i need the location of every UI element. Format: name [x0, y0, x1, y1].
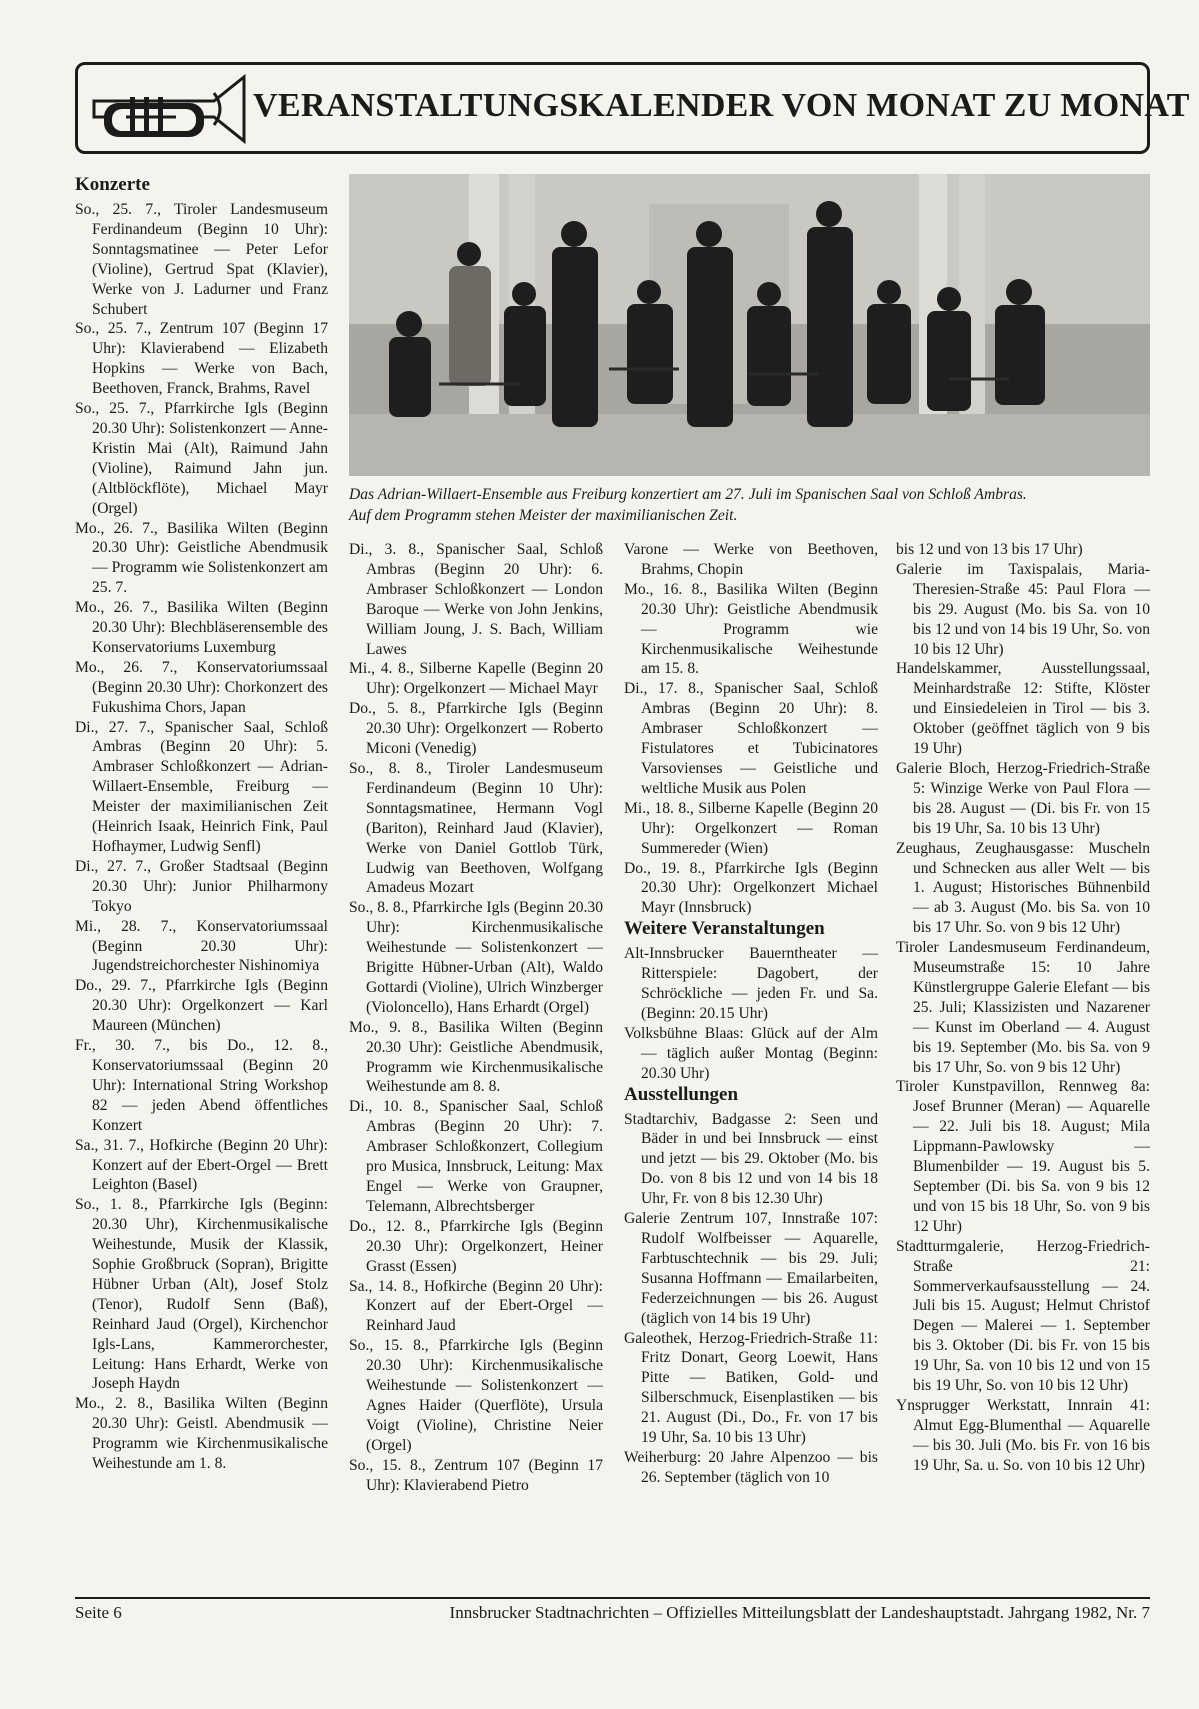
- event-entry: Mo., 26. 7., Basilika Wilten (Beginn 20.30 Uhr): Geistliche Abendmusik — Programm wie Solistenkonzert am 25. 7.: [75, 519, 328, 597]
- event-entry: Do., 5. 8., Pfarrkirche Igls (Beginn 20.30 Uhr): Orgelkonzert — Roberto Miconi (Venedig): [349, 700, 603, 758]
- event-entry: Mi., 4. 8., Silberne Kapelle (Beginn 20 Uhr): Orgelkonzert — Michael Mayr: [349, 660, 603, 698]
- footer-divider: [75, 1597, 1150, 1599]
- exhibition-entry: Zeughaus, Zeughausgasse: Muscheln und Schnecken aus aller Welt — bis 1. August; Historisches Bühnenbild — ab 3. August (Mo. bis Sa. von 10 bis 17 Uhr. So. von 9 bis 12 Uhr): [896, 839, 1150, 937]
- section-heading-konzerte: Konzerte: [75, 174, 150, 195]
- exhibition-entry: Galerie im Taxispalais, Maria-Theresien-Straße 45: Paul Flora — bis 29. August (Mo. bis Sa. von 10 bis 12 und von 14 bis 19 Uhr, So. von 10 bis 12 Uhr): [896, 560, 1150, 658]
- column-4: [896, 540, 1150, 1476]
- event-entry: So., 15. 8., Zentrum 107 (Beginn 17 Uhr): Klavierabend Pietro: [349, 1456, 603, 1494]
- column-3: [624, 540, 878, 1488]
- event-entry: Mo., 26. 7., Basilika Wilten (Beginn 20.30 Uhr): Blechbläserensemble des Konservatoriums Luxemburg: [75, 599, 328, 656]
- event-entry: Do., 19. 8., Pfarrkirche Igls (Beginn 20.30 Uhr): Orgelkonzert Michael Mayr (Innsbruck): [624, 859, 878, 917]
- masthead-title: VERANSTALTUNGSKALENDER VON MONAT ZU MONAT: [253, 87, 1190, 124]
- photo-caption: [349, 484, 1150, 526]
- event-entry: So., 25. 7., Pfarrkirche Igls (Beginn 20.30 Uhr): Solistenkonzert — Anne-Kristin Mai (Alt), Raimund Jahn (Violine), Raimund Jahn jun. (Altblöckflöte), Michael Mayr (Orgel): [75, 400, 328, 517]
- exhibition-entry: Stadtturmgalerie, Herzog-Friedrich-Straße 21: Sommerverkaufsausstellung — 24. Juli bis 15. August; Helmut Christof Degen — Malerei — 1. September bis 3. Oktober (Di. bis Fr. von 15 bis 19 Uhr, Sa. von 10 bis 12 und von 15 bis 19 Uhr, So. von 10 bis 12 Uhr): [896, 1237, 1150, 1395]
- event-entry: So., 15. 8., Pfarrkirche Igls (Beginn 20.30 Uhr): Kirchenmusikalische Weihestunde — Solistenkonzert — Agnes Haider (Querflöte), Ursula Voigt (Violine), Christine Neier (Orgel): [349, 1337, 603, 1454]
- column-2: [349, 540, 603, 1496]
- column-1: [75, 174, 328, 1474]
- event-entry: Mo., 26. 7., Konservatoriumssaal (Beginn 20.30 Uhr): Chorkonzert des Fukushima Chors, Japan: [75, 658, 328, 716]
- event-entry: Do., 12. 8., Pfarrkirche Igls (Beginn 20.30 Uhr): Orgelkonzert, Heiner Grasst (Essen): [349, 1217, 603, 1275]
- exhibition-entry: Tiroler Kunstpavillon, Rennweg 8a: Josef Brunner (Meran) — Aquarelle — 22. Juli bis 18. August; Mila Lippmann-Pawlowsky — Blumenbilder — 19. August bis 5. September (Di. bis Sa. von 9 bis 12 und von 15 bis 18 Uhr, So. von 9 bis 12 Uhr): [896, 1078, 1150, 1235]
- event-entry: Di., 27. 7., Großer Stadtsaal (Beginn 20.30 Uhr): Junior Philharmony Tokyo: [75, 857, 328, 915]
- event-entry: So., 8. 8., Tiroler Landesmuseum Ferdinandeum (Beginn 10 Uhr): Sonntagsmatinee, Hermann Vogl (Bariton), Reinhard Jaud (Klavier), Werke von Daniel Gottlob Türk, Ludwig van Beethoven, Wolfgang Amadeus Mozart: [349, 759, 603, 897]
- exhibition-entry: Galerie Bloch, Herzog-Friedrich-Straße 5: Winzige Werke von Paul Flora — bis 28. August — (Di. bis Fr. von 15 bis 19 Uhr, Sa. 10 bis 13 Uhr): [896, 759, 1150, 837]
- photo-caption-line-2: Auf dem Programm stehen Meister der maximilianischen Zeit.: [349, 507, 738, 524]
- event-entry: Di., 27. 7., Spanischer Saal, Schloß Ambras (Beginn 20 Uhr): 5. Ambraser Schloßkonzert — Adrian-Willaert-Ensemble, Freiburg — Meister der maximilianischen Zeit (Heinrich Isaak, Heinrich Fink, Paul Hofhaymer, Ludwig Senfl): [75, 718, 328, 855]
- event-entry: Mo., 9. 8., Basilika Wilten (Beginn 20.30 Uhr): Geistliche Abendmusik, Programm wie Kirchenmusikalische Weihestunde am 8. 8.: [349, 1018, 603, 1096]
- exhibition-entry: Galeothek, Herzog-Friedrich-Straße 11: Fritz Donart, Georg Loewit, Hans Pitte — Batiken, Gold- und Silberschmuck, Eisenplastiken — bis 21. August (Di., Do., Fr. von 17 bis 19 Uhr, Sa. 10 bis 13 Uhr): [624, 1329, 878, 1447]
- exhibition-entry: bis 12 und von 13 bis 17 Uhr): [896, 541, 1083, 558]
- event-entry: Fr., 30. 7., bis Do., 12. 8., Konservatoriumssaal (Beginn 20 Uhr): International String Workshop 82 — jeden Abend öffentliches Konzert: [75, 1037, 328, 1134]
- event-entry: So., 1. 8., Pfarrkirche Igls (Beginn: 20.30 Uhr), Kirchenmusikalische Weihestunde, Musik der Klassik, Sophie Großbruck (Sopran), Brigitte Hübner Urban (Alt), Josef Stolz (Tenor), Rudolf Senn (Baß), Reinhard Jaud (Orgel), Kirchenchor Igls-Lans, Kammerorchester, Leitung: Hans Erhardt, Werke von Joseph Haydn: [75, 1196, 328, 1393]
- event-entry: Di., 17. 8., Spanischer Saal, Schloß Ambras (Beginn 20 Uhr): 8. Ambraser Schloßkonzert — Fistulatores et Tubicinatores Varsovienses — Geistliche und weltliche Musik aus Polen: [624, 680, 878, 797]
- exhibition-entry: Tiroler Landesmuseum Ferdinandeum, Museumstraße 15: 10 Jahre Künstlergruppe Galerie Elefant — bis 25. Juli; Klassizisten und Nazarener — Kunst im Oberland — 4. August bis 19. September (Mo. bis Sa. von 9 bis 17 Uhr, So. von 9 bis 12 Uhr): [896, 939, 1151, 1076]
- exhibition-entry: Stadtarchiv, Badgasse 2: Seen und Bäder in und bei Innsbruck — einst und jetzt — bis 29. Oktober (Mo. bis Do. von 8 bis 12 und von 14 bis 18 Uhr, Fr. von 8 bis 12.30 Uhr): [624, 1110, 878, 1208]
- event-entry: Alt-Innsbrucker Bauerntheater — Ritterspiele: Dagobert, der Schröckliche — jeden Fr. und Sa. (Beginn: 20.15 Uhr): [624, 945, 878, 1022]
- ensemble-photo-image: [349, 174, 1150, 476]
- trumpet-logo-icon: [86, 73, 251, 145]
- event-entry: Di., 3. 8., Spanischer Saal, Schloß Ambras (Beginn 20 Uhr): 6. Ambraser Schloßkonzert — London Baroque — Werke von John Jenkins, William Joung, J. S. Bach, William Lawes: [349, 541, 603, 658]
- event-entry: Do., 29. 7., Pfarrkirche Igls (Beginn 20.30 Uhr): Orgelkonzert — Karl Maureen (München): [75, 977, 328, 1035]
- event-entry: Mo., 16. 8., Basilika Wilten (Beginn 20.30 Uhr): Geistliche Abendmusik — Programm wie Kirchenmusikalische Weihestunde am 15. 8.: [624, 580, 878, 678]
- event-entry: Sa., 14. 8., Hofkirche (Beginn 20 Uhr): Konzert auf der Ebert-Orgel — Reinhard Jaud: [349, 1277, 603, 1335]
- event-entry: Di., 10. 8., Spanischer Saal, Schloß Ambras (Beginn 20 Uhr): 7. Ambraser Schloßkonzert, Collegium pro Musica, Innsbruck, Leitung: Max Engel — Werke von Graupner, Telemann, Albrechtsberger: [349, 1098, 603, 1215]
- ensemble-photo: [349, 174, 1150, 476]
- event-entry: Mi., 18. 8., Silberne Kapelle (Beginn 20 Uhr): Orgelkonzert — Roman Summereder (Wien): [624, 799, 878, 857]
- page-number: Seite 6: [75, 1603, 122, 1622]
- exhibition-entry: Galerie Zentrum 107, Innstraße 107: Rudolf Wolfbeisser — Aquarelle, Farbtuschtechnik — bis 29. Juli; Susanna Hoffmann — Emailarbeiten, Federzeichnungen — bis 26. August (täglich von 14 bis 19 Uhr): [624, 1210, 878, 1327]
- exhibition-entry: Ynsprugger Werkstatt, Innrain 41: Almut Egg-Blumenthal — Aquarelle — bis 30. Juli (Mo. bis Fr. von 16 bis 19 Uhr, Sa. u. So. von 10 bis 12 Uhr): [896, 1396, 1150, 1474]
- masthead: [75, 62, 1190, 154]
- event-entry: Mi., 28. 7., Konservatoriumssaal (Beginn 20.30 Uhr): Jugendstreichorchester Nishinomiya: [75, 917, 328, 975]
- exhibition-entry: Handelskammer, Ausstellungssaal, Meinhardstraße 12: Stifte, Klöster und Einsiedeleien in Tirol — bis 3. Oktober (geöffnet täglich von 9 bis 19 Uhr): [896, 660, 1150, 758]
- event-entry: Mo., 2. 8., Basilika Wilten (Beginn 20.30 Uhr): Geistl. Abendmusik — Programm wie Kirchenmusikalische Weihestunde am 1. 8.: [75, 1395, 328, 1473]
- event-entry: So., 25. 7., Tiroler Landesmuseum Ferdinandeum (Beginn 10 Uhr): Sonntagsmatinee — Peter Lefor (Violine), Gertrud Spat (Klavier), Werke von J. Ladurner und Franz Schubert: [75, 201, 328, 318]
- section-heading-ausstellungen: Ausstellungen: [624, 1083, 739, 1105]
- event-entry: So., 25. 7., Zentrum 107 (Beginn 17 Uhr): Klavierabend — Elizabeth Hopkins — Werke von Bach, Beethoven, Franck, Brahms, Ravel: [75, 320, 328, 398]
- photo-caption-line-1: Das Adrian-Willaert-Ensemble aus Freiburg konzertiert am 27. Juli im Spanischen Saal von Schloß Ambras.: [349, 486, 1027, 503]
- event-entry: Varone — Werke von Beethoven, Brahms, Chopin: [624, 541, 878, 578]
- event-entry: Volksbühne Blaas: Glück auf der Alm — täglich außer Montag (Beginn: 20.30 Uhr): [624, 1024, 878, 1082]
- publication-line: Innsbrucker Stadtnachrichten – Offizielles Mitteilungsblatt der Landeshauptstadt. Jahrgang 1982, Nr. 7: [449, 1603, 1150, 1622]
- section-heading-weitere: Weitere Veranstaltungen: [624, 918, 825, 940]
- exhibition-entry: Weiherburg: 20 Jahre Alpenzoo — bis 26. September (täglich von 10: [624, 1448, 878, 1486]
- event-entry: So., 8. 8., Pfarrkirche Igls (Beginn 20.30 Uhr): Kirchenmusikalische Weihestunde — Solistenkonzert — Brigitte Hübner-Urban (Alt), Waldo Gottardi (Violine), Ulrich Winzberger (Violoncello), Hans Erhardt (Orgel): [349, 899, 603, 1016]
- event-entry: Sa., 31. 7., Hofkirche (Beginn 20 Uhr): Konzert auf der Ebert-Orgel — Brett Leighton (Basel): [75, 1136, 328, 1194]
